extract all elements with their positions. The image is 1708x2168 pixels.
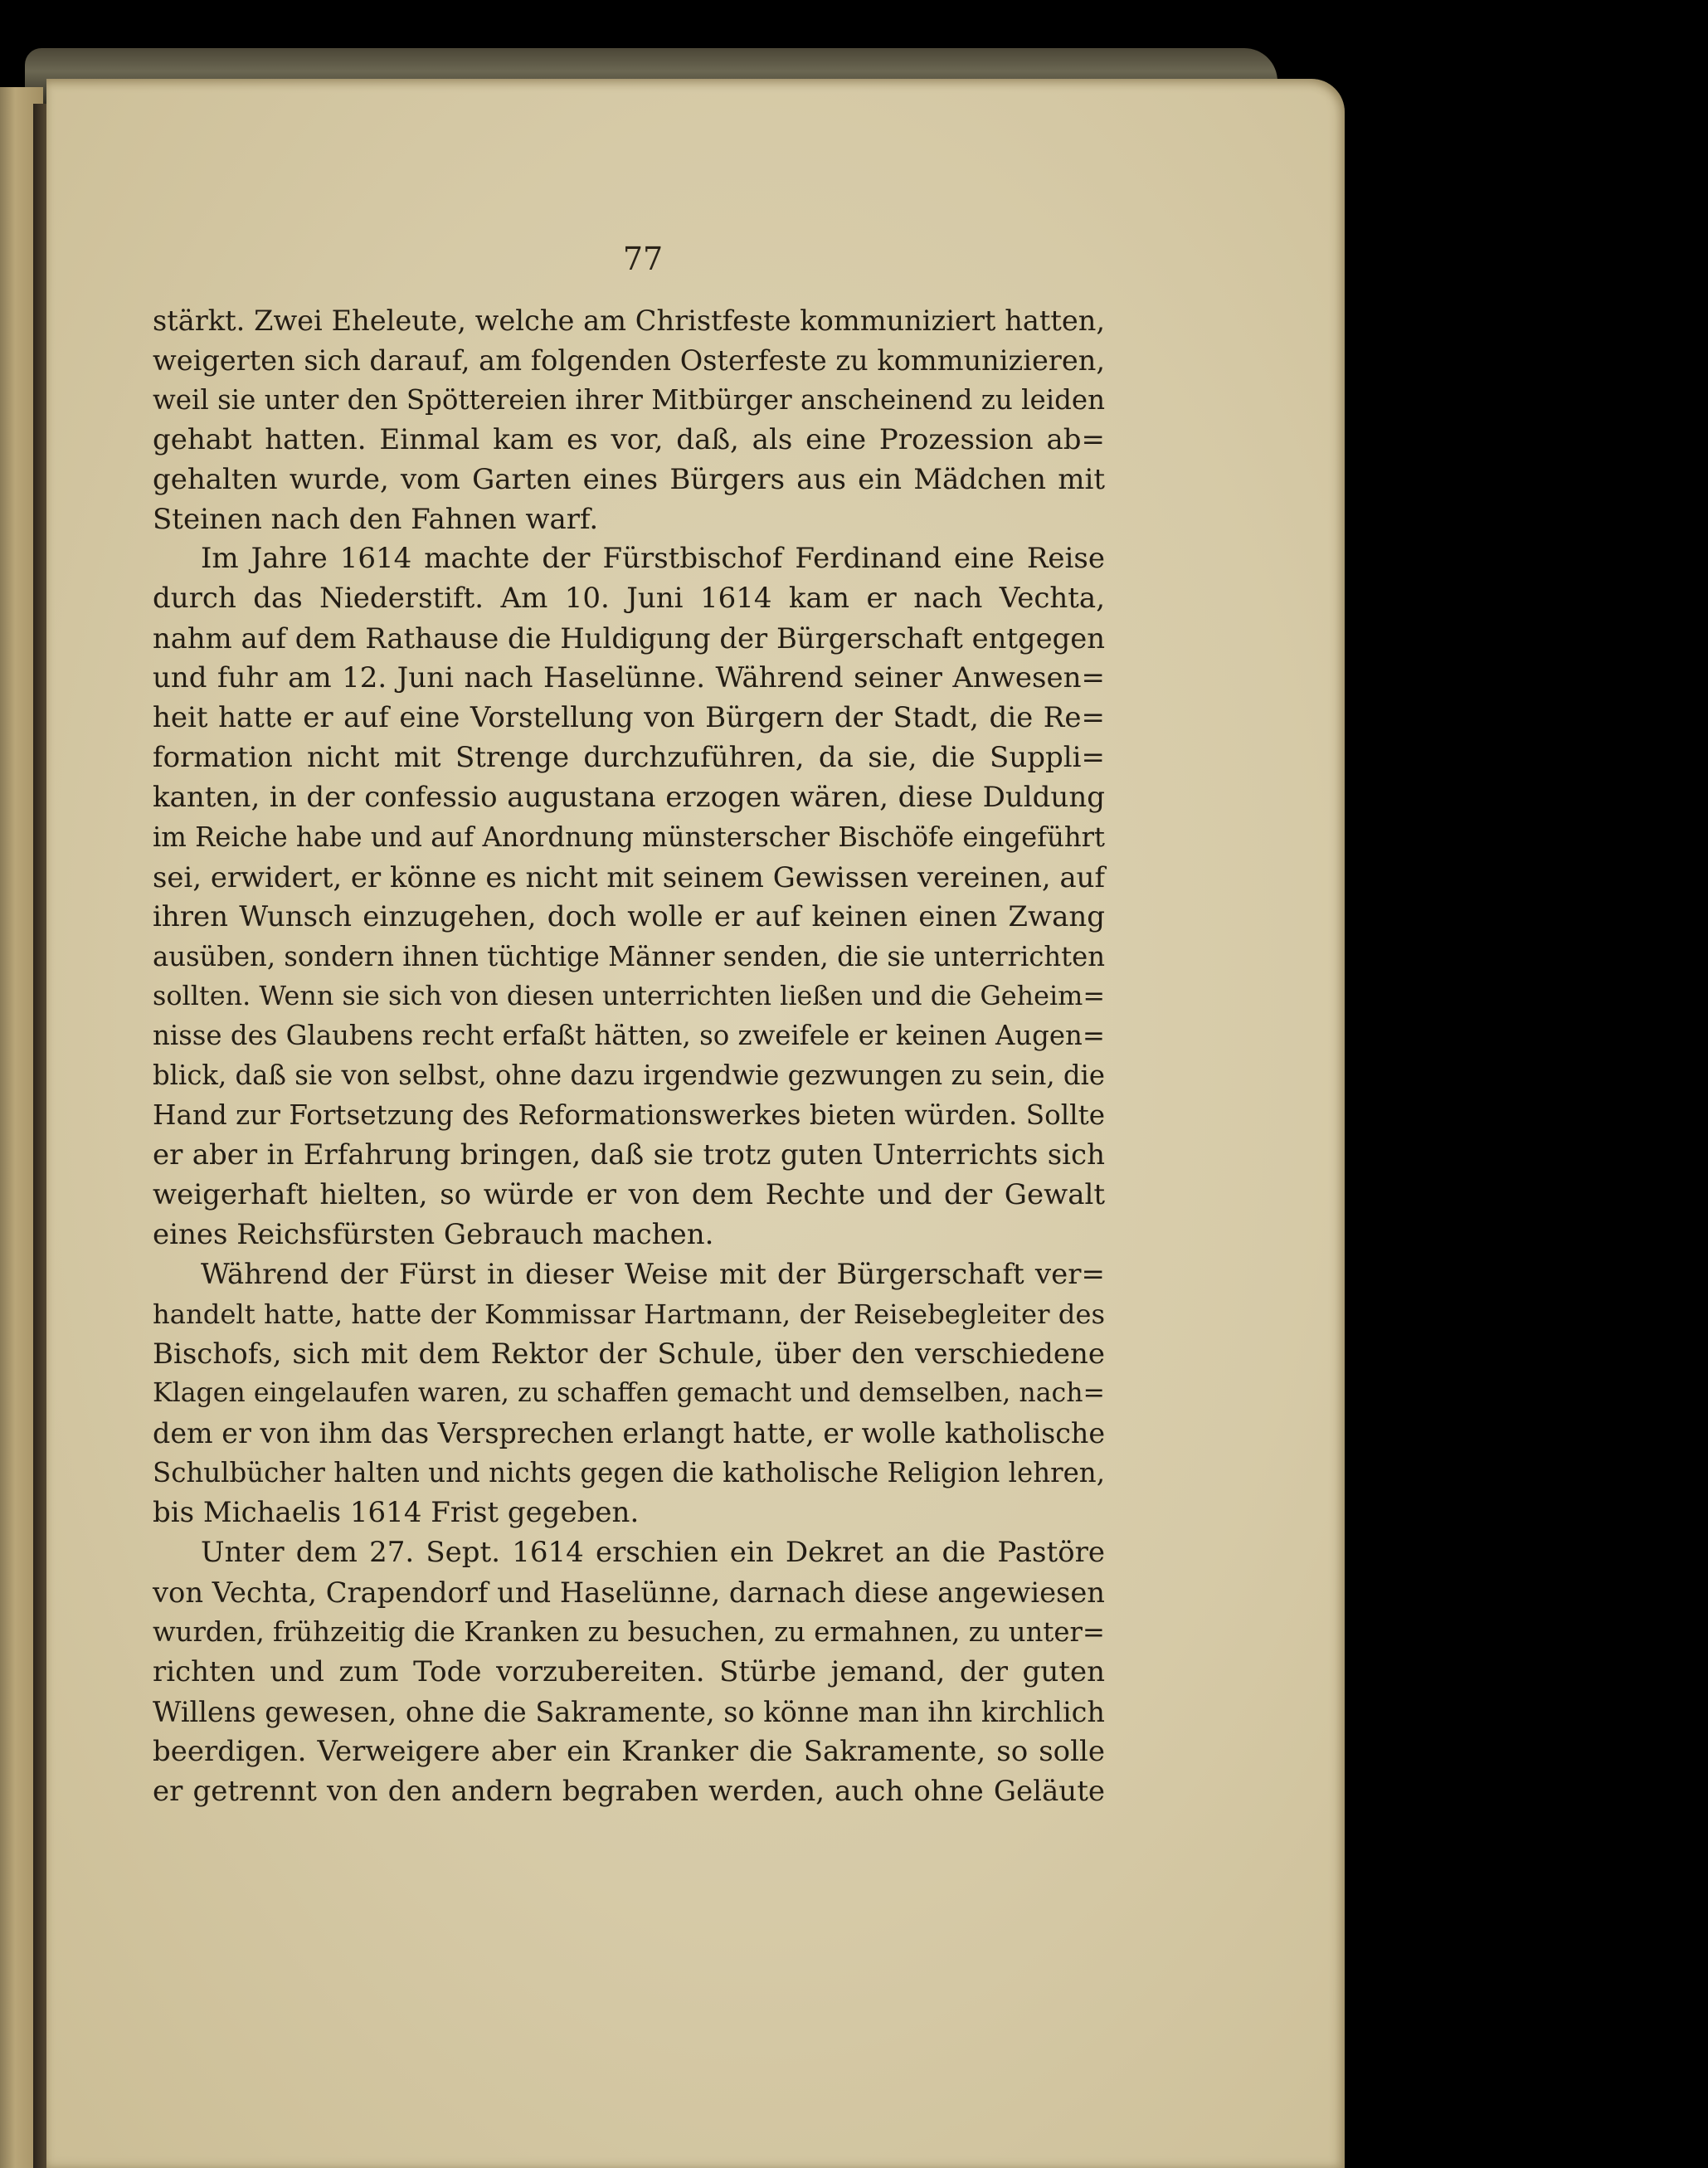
text-line: Schulbücher halten und nichts gegen die katholische Religion lehren, <box>153 1457 1105 1489</box>
text-line: dem er von ihm das Versprechen erlangt hatte, er wolle katholische <box>153 1417 1106 1450</box>
text-line: beerdigen. Verweigere aber ein Kranker die Sakramente, so solle <box>153 1734 1105 1768</box>
text-line: Im Jahre 1614 machte der Fürstbischof Ferdinand eine Reise <box>201 542 1105 576</box>
text-line: stärkt. Zwei Eheleute, welche am Christfeste kommuniziert hatten, <box>153 304 1105 337</box>
text-line: blick, daß sie von selbst, ohne dazu irgendwie gezwungen zu sein, die <box>153 1060 1105 1092</box>
text-line: Klagen eingelaufen waren, zu schaffen gemacht und demselben, nach= <box>153 1378 1105 1409</box>
text-line: Während der Fürst in dieser Weise mit der Bürgerschaft ver= <box>201 1257 1105 1291</box>
text-line: Hand zur Fortsetzung des Reformationswerkes bieten würden. Sollte <box>153 1099 1105 1132</box>
text-line: weigerten sich darauf, am folgenden Osterfeste zu kommunizieren, <box>153 343 1105 377</box>
text-line: Willens gewesen, ohne die Sakramente, so könne man ihn kirchlich <box>153 1695 1105 1728</box>
body-text <box>153 301 1105 1811</box>
text-line: nahm auf dem Rathause die Huldigung der Bürgerschaft entgegen <box>153 622 1105 655</box>
text-line: richten und zum Tode vorzubereiten. Stürbe jemand, der guten <box>153 1654 1105 1688</box>
text-line: sei, erwidert, er könne es nicht mit seinem Gewissen vereinen, auf <box>153 860 1105 894</box>
text-line: Unter dem 27. Sept. 1614 erschien ein Dekret an die Pastöre <box>201 1536 1105 1570</box>
text-line: bis Michaelis 1614 Frist gegeben. <box>153 1496 640 1530</box>
text-line: im Reiche habe und auf Anordnung münsterscher Bischöfe eingeführt <box>153 821 1105 853</box>
text-line: weil sie unter den Spöttereien ihrer Mitbürger anscheinend zu leiden <box>153 383 1105 416</box>
text-line: gehalten wurde, vom Garten eines Bürgers aus ein Mädchen mit <box>153 462 1105 496</box>
text-line: ihren Wunsch einzugehen, doch wolle er auf keinen einen Zwang <box>153 899 1105 933</box>
text-line: sollten. Wenn sie sich von diesen unterrichten ließen und die Geheim= <box>153 980 1106 1012</box>
text-line: wurden, frühzeitig die Kranken zu besuchen, zu ermahnen, zu unter= <box>153 1615 1105 1648</box>
book-page <box>46 79 1345 2168</box>
text-line: ausüben, sondern ihnen tüchtige Männer senden, die sie unterrichten <box>153 940 1105 972</box>
text-line: heit hatte er auf eine Vorstellung von Bürgern der Stadt, die Re= <box>153 701 1105 735</box>
text-line: gehabt hatten. Einmal kam es vor, daß, als eine Prozession ab= <box>153 422 1105 456</box>
text-line: von Vechta, Crapendorf und Haselünne, darnach diese angewiesen <box>153 1576 1105 1609</box>
text-line: eines Reichsfürsten Gebrauch machen. <box>153 1217 714 1251</box>
text-line: handelt hatte, hatte der Kommissar Hartmann, der Reisebegleiter des <box>153 1298 1105 1330</box>
text-line: Steinen nach den Fahnen warf. <box>153 502 599 536</box>
text-line: Bischofs, sich mit dem Rektor der Schule, über den verschiedene <box>153 1337 1105 1371</box>
text-line: nisse des Glaubens recht erfaßt hätten, so zweifele er keinen Augen= <box>153 1020 1105 1052</box>
text-line: er aber in Erfahrung bringen, daß sie trotz guten Unterrichts sich <box>153 1138 1105 1172</box>
page-number: 77 <box>622 241 664 277</box>
text-line: er getrennt von den andern begraben werden, auch ohne Geläute <box>153 1774 1105 1808</box>
text-line: und fuhr am 12. Juni nach Haselünne. Während seiner Anwesen= <box>153 661 1105 695</box>
text-line: kanten, in der confessio augustana erzogen wären, diese Duldung <box>153 780 1105 814</box>
text-line: durch das Niederstift. Am 10. Juni 1614 kam er nach Vechta, <box>153 582 1105 616</box>
text-line: weigerhaft hielten, so würde er von dem Rechte und der Gewalt <box>153 1177 1105 1211</box>
text-line: formation nicht mit Strenge durchzuführen, da sie, die Suppli= <box>153 740 1105 774</box>
